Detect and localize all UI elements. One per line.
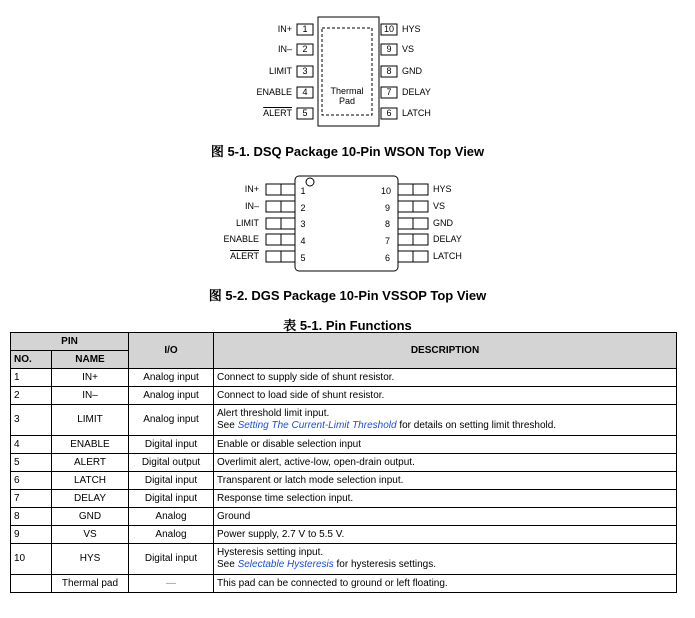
wson-pin-label: IN+ <box>277 24 292 34</box>
pin-no <box>11 575 52 593</box>
pin-description <box>214 405 677 436</box>
pin-description: Overlimit alert, active-low, open-drain output. <box>214 454 677 472</box>
pin-functions-table <box>10 332 677 593</box>
vssop-pin-label: HYS <box>433 184 452 194</box>
pin-name: IN+ <box>52 369 129 387</box>
vssop-pin-number: 3 <box>300 219 306 229</box>
vssop-package-outline <box>0 168 695 273</box>
pin-name: GND <box>52 508 129 526</box>
pin-description <box>214 544 677 575</box>
wson-pin-number: 2 <box>302 44 308 54</box>
wson-pin-number: 6 <box>386 108 392 118</box>
pin-description: Connect to supply side of shunt resistor. <box>214 369 677 387</box>
vssop-pin-label: ENABLE <box>223 234 259 244</box>
pin-name: IN– <box>52 387 129 405</box>
vssop-pin-label: IN– <box>244 201 259 211</box>
table-row <box>11 454 677 472</box>
thermal-pad-line2: Pad <box>338 96 355 106</box>
table-row <box>11 436 677 454</box>
pin-description: Transparent or latch mode selection input. <box>214 472 677 490</box>
pin-description-line1: Alert threshold limit input. <box>217 408 330 419</box>
wson-package-outline <box>0 0 695 140</box>
thermal-pad-line1: Thermal <box>330 86 364 96</box>
pin-io: — <box>129 575 214 593</box>
pin-no: 2 <box>11 387 52 405</box>
pin-description-line1: Hysteresis setting input. <box>217 547 324 558</box>
pin-name: LATCH <box>52 472 129 490</box>
see-prefix: See <box>217 559 238 570</box>
pin-description-line2 <box>217 559 673 571</box>
vssop-pin-number: 5 <box>300 253 306 263</box>
pin-io: Analog input <box>129 405 214 436</box>
pin-no: 5 <box>11 454 52 472</box>
vssop-pin-number: 2 <box>300 203 306 213</box>
vssop-pin-number: 10 <box>380 186 391 196</box>
pin-description: Response time selection input. <box>214 490 677 508</box>
vssop-pin-number: 7 <box>384 236 390 246</box>
table-row <box>11 387 677 405</box>
pin-description-line2 <box>217 420 673 432</box>
wson-pin-label: LATCH <box>402 108 431 118</box>
wson-pin-label: IN– <box>277 44 292 54</box>
pin-name: LIMIT <box>52 405 129 436</box>
pin-io: Digital output <box>129 454 214 472</box>
vssop-pin-label: DELAY <box>433 234 462 244</box>
header-no: NO. <box>11 351 52 369</box>
pin-no: 7 <box>11 490 52 508</box>
vssop-pin-label: GND <box>433 218 453 228</box>
header-pin: PIN <box>11 333 129 351</box>
thermal-pad-label <box>322 86 372 106</box>
pin-io: Analog <box>129 508 214 526</box>
header-description: DESCRIPTION <box>214 333 677 369</box>
pin-no: 10 <box>11 544 52 575</box>
table-row <box>11 472 677 490</box>
wson-pin-number: 3 <box>302 66 308 76</box>
pin-description: Ground <box>214 508 677 526</box>
wson-pin-number: 10 <box>383 24 394 34</box>
pin-io: Analog <box>129 526 214 544</box>
wson-pin-number: 9 <box>386 44 392 54</box>
pin-io: Analog input <box>129 369 214 387</box>
pin-no: 1 <box>11 369 52 387</box>
wson-pin-number: 5 <box>302 108 308 118</box>
pin-name: ALERT <box>52 454 129 472</box>
pin-no: 3 <box>11 405 52 436</box>
vssop-pin-number: 6 <box>384 253 390 263</box>
vssop-pin-number: 1 <box>300 186 306 196</box>
wson-pin-label: ENABLE <box>256 87 292 97</box>
pin-no: 4 <box>11 436 52 454</box>
table-row <box>11 369 677 387</box>
pin-no: 9 <box>11 526 52 544</box>
table-row <box>11 544 677 575</box>
pin-description: Connect to load side of shunt resistor. <box>214 387 677 405</box>
wson-pin-number: 4 <box>302 87 308 97</box>
vssop-pin-label: VS <box>433 201 446 211</box>
vssop-pin-number: 8 <box>384 219 390 229</box>
vssop-pin-label: IN+ <box>244 184 259 194</box>
wson-pin-number: 1 <box>302 24 308 34</box>
pin-io: Digital input <box>129 472 214 490</box>
wson-pin-label: LIMIT <box>268 66 292 76</box>
pin-io: Analog input <box>129 387 214 405</box>
vssop-pin-number: 4 <box>300 236 306 246</box>
pin-io: Digital input <box>129 436 214 454</box>
pin-io: Digital input <box>129 544 214 575</box>
table-row <box>11 405 677 436</box>
table-row <box>11 526 677 544</box>
pin-description: Enable or disable selection input <box>214 436 677 454</box>
table-row <box>11 508 677 526</box>
see-suffix: for hysteresis settings. <box>333 559 436 570</box>
current-limit-threshold-link[interactable]: Setting The Current-Limit Threshold <box>237 420 397 431</box>
figure-1-title: 图 5-1. DSQ Package 10-Pin WSON Top View <box>210 144 485 159</box>
pin-no: 6 <box>11 472 52 490</box>
table-row <box>11 575 677 593</box>
header-name: NAME <box>52 351 129 369</box>
figure-2-title: 图 5-2. DGS Package 10-Pin VSSOP Top View <box>208 288 487 303</box>
wson-pin-label: GND <box>402 66 422 76</box>
see-suffix: for details on setting limit threshold. <box>396 420 557 431</box>
wson-pin-label: ALERT <box>263 108 292 118</box>
pin-description: This pad can be connected to ground or left floating. <box>214 575 677 593</box>
pin-name: DELAY <box>52 490 129 508</box>
vssop-pin-label: ALERT <box>230 251 259 261</box>
pin-io: Digital input <box>129 490 214 508</box>
vssop-pin-label: LATCH <box>433 251 462 261</box>
pin-name: VS <box>52 526 129 544</box>
table-title: 表 5-1. Pin Functions <box>283 318 412 333</box>
pin-description: Power supply, 2.7 V to 5.5 V. <box>214 526 677 544</box>
table-row <box>11 490 677 508</box>
vssop-pin-number: 9 <box>384 203 390 213</box>
vssop-pin-label: LIMIT <box>235 218 259 228</box>
wson-pin-label: VS <box>402 44 415 54</box>
wson-pin-label: DELAY <box>402 87 431 97</box>
wson-pin-label: HYS <box>402 24 421 34</box>
header-io: I/O <box>129 333 214 369</box>
pin-name: Thermal pad <box>52 575 129 593</box>
wson-pin-number: 7 <box>386 87 392 97</box>
see-prefix: See <box>217 420 238 431</box>
selectable-hysteresis-link[interactable]: Selectable Hysteresis <box>237 559 334 570</box>
pin-name: ENABLE <box>52 436 129 454</box>
pin-name: HYS <box>52 544 129 575</box>
wson-pin-number: 8 <box>386 66 392 76</box>
pin-no: 8 <box>11 508 52 526</box>
